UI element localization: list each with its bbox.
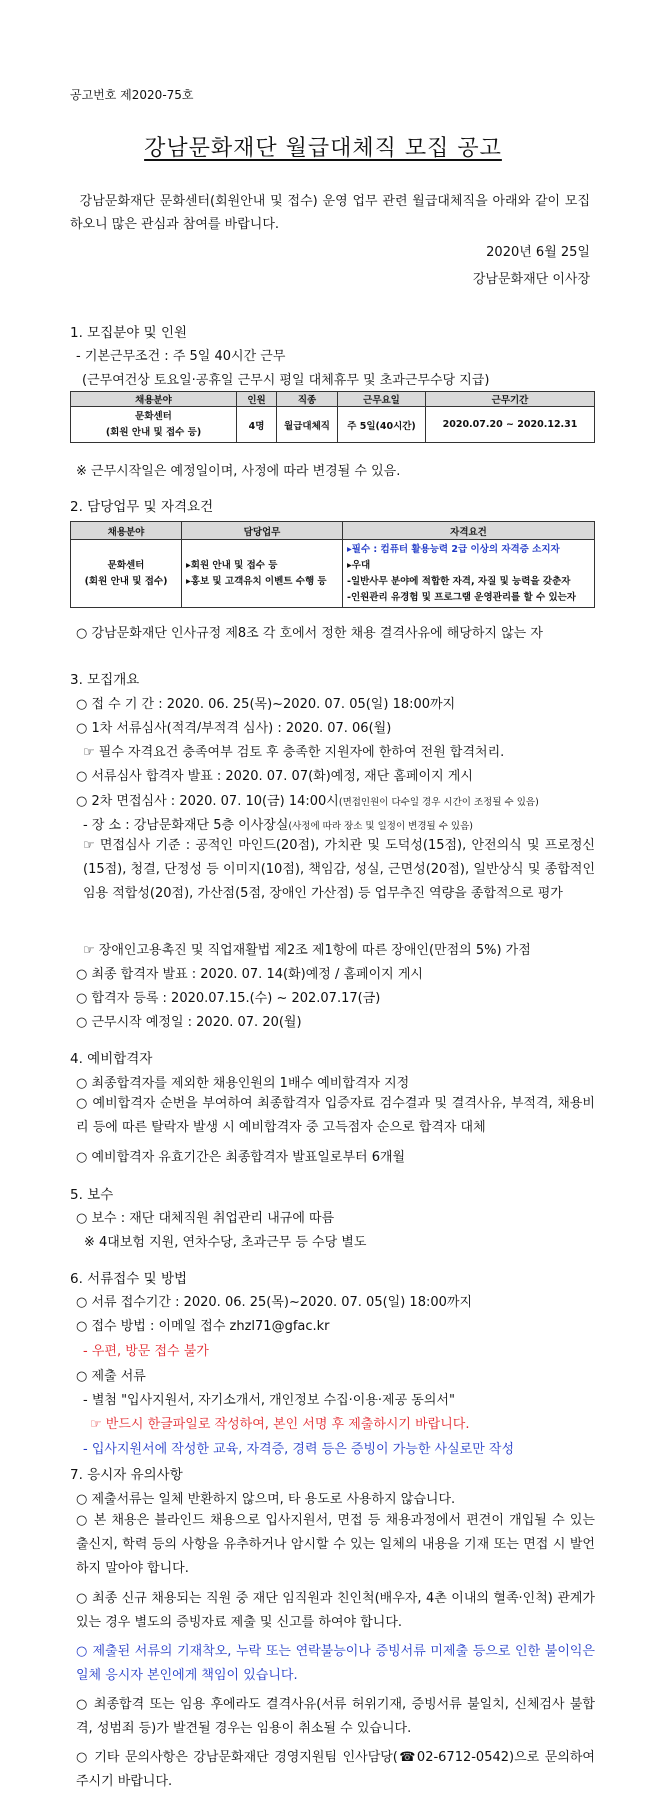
s7-line: ○ 본 채용은 블라인드 채용으로 입사지원서, 면접 등 채용과정에서 편견이 개입될 수 있는 출신지, 학력 등의 사항을 유추하거나 암시할 수 있는 일체의 내용을 기재 또는 면접 시 발언하지 말아야 합니다. <box>76 1513 595 1576</box>
s3-line: - 장 소 : 강남문화재단 5층 이사장실(사정에 따라 장소 및 일정이 변경될 수 있음) <box>83 818 473 833</box>
s3-line: ○ 서류심사 합격자 발표 : 2020. 07. 07(화)예정, 재단 홈페이지 게시 <box>76 769 473 784</box>
s5-line: ○ 보수 : 재단 대체직원 취업관리 내규에 따름 <box>76 1211 335 1226</box>
recruitment-table <box>70 391 595 443</box>
s7-line: ○ 제출된 서류의 기재착오, 누락 또는 연락불능이나 증빙서류 미제출 등으로 인한 불이익은 일체 응시자 본인에게 책임이 있습니다. <box>76 1644 595 1683</box>
section-1-heading: 1. 모집분야 및 인원 <box>70 325 188 341</box>
s6-line: - 우편, 방문 접수 불가 <box>83 1344 209 1359</box>
col-header: 근무기간 <box>426 392 595 407</box>
s7-line: ○ 최종합격 또는 임용 후에라도 결격사유(서류 허위기재, 증빙서류 불일치, 신체검사 불합격, 성범죄 등)가 발견될 경우는 임용이 취소될 수 있습니다. <box>76 1697 595 1736</box>
intro-paragraph: 강남문화재단 문화센터(회원안내 및 접수) 운영 업무 관련 월급대체직을 아래와 같이 모집하오니 많은 관심과 참여를 바랍니다. <box>70 194 591 232</box>
s1-line-1: - 기본근무조건 : 주 5일 40시간 근무 <box>76 349 286 364</box>
notice-number: 공고번호 제2020-75호 <box>70 88 194 102</box>
table-cell: 주 5일(40시간) <box>338 407 426 443</box>
s6-line: - 입사지원서에 작성한 교육, 자격증, 경력 등은 증빙이 가능한 사실로만 작성 <box>83 1442 515 1457</box>
s3-line: ☞ 필수 자격요건 충족여부 검토 후 충족한 지원자에 한하여 전원 합격처리. <box>83 745 505 760</box>
s1-note: ※ 근무시작일은 예정일이며, 사정에 따라 변경될 수 있음. <box>76 464 401 479</box>
s3-line: ☞ 장애인고용촉진 및 직업재활법 제2조 제1항에 따른 장애인(만점의 5%) 가점 <box>83 943 531 958</box>
s7-line: ○ 기타 문의사항은 강남문화재단 경영지원팀 인사담당(☎02-6712-0542)으로 문의하여 주시기 바랍니다. <box>76 1750 595 1789</box>
s4-line: ○ 예비합격자 순번을 부여하여 최종합격자 입증자료 검수결과 및 결격사유, 부적격, 채용비리 등에 따른 탈락자 발생 시 예비합격자 중 고득점자 순으로 합격자 대체 <box>76 1096 595 1135</box>
s6-line: ○ 제출 서류 <box>76 1369 146 1384</box>
s6-line: ☞ 반드시 한글파일로 작성하여, 본인 서명 후 제출하시기 바랍니다. <box>90 1417 470 1432</box>
section-4-heading: 4. 예비합격자 <box>70 1051 153 1067</box>
s6-line: - 별첨 "입사지원서, 자기소개서, 개인정보 수집·이용·제공 동의서" <box>83 1393 455 1408</box>
s3-interview-criteria: ☞ 면접심사 기준 : 공적인 마인드(20점), 가치관 및 도덕성(15점), 안전의식 및 프로정신(15점), 청결, 단정성 등 이미지(10점), 책임감, 성실, 근면성(20점), 일반상식 및 종합적인 임용 적합성(20점), 가산점(5점, 장애인 가산점) 등 업무추진 역량을 종합적으로 평가 <box>83 838 595 901</box>
table-cell: 4명 <box>237 407 277 443</box>
col-header: 채용분야 <box>71 392 237 407</box>
table-cell: 월급대체직 <box>277 407 338 443</box>
section-6-heading: 6. 서류접수 및 방법 <box>70 1271 188 1287</box>
s3-line: ○ 2차 면접심사 : 2020. 07. 10(금) 14:00시(면접인원이 다수일 경우 시간이 조정될 수 있음) <box>76 794 539 809</box>
s3-line: ○ 접 수 기 간 : 2020. 06. 25(목)~2020. 07. 05(일) 18:00까지 <box>76 697 456 712</box>
section-2-heading: 2. 담당업무 및 자격요건 <box>70 499 214 515</box>
table-cell: 문화센터 (회원 안내 및 접수) <box>71 540 182 608</box>
col-header: 담당업무 <box>182 522 343 540</box>
section-3-heading: 3. 모집개요 <box>70 672 140 688</box>
page-title: 강남문화재단 월급대체직 모집 공고 <box>144 136 502 161</box>
s1-line-2: (근무여건상 토요일·공휴일 근무시 평일 대체휴무 및 초과근무수당 지급) <box>82 373 490 388</box>
section-5-heading: 5. 보수 <box>70 1187 114 1203</box>
s3-line: ○ 최종 합격자 발표 : 2020. 07. 14(화)예정 / 홈페이지 게시 <box>76 967 423 982</box>
s2-note: ○ 강남문화재단 인사규정 제8조 각 호에서 정한 채용 결격사유에 해당하지 않는 자 <box>76 626 543 641</box>
notice-date: 2020년 6월 25일 <box>486 245 590 260</box>
s6-line: ○ 접수 방법 : 이메일 접수 zhzl71@gfac.kr <box>76 1319 330 1334</box>
s3-line: ○ 1차 서류심사(적격/부적격 심사) : 2020. 07. 06(월) <box>76 721 392 736</box>
s5-line: ※ 4대보험 지원, 연차수당, 초과근무 등 수당 별도 <box>84 1235 367 1250</box>
table-cell: ▸필수 : 컴퓨터 활용능력 2급 이상의 자격증 소지자 ▸우대 -일반사무 분야에 적합한 자격, 자질 및 능력을 갖춘자 -인원관리 유경험 및 프로그램 운영관리를 할 수 있는자 <box>343 540 595 608</box>
table-cell: 2020.07.20 ~ 2020.12.31 <box>426 407 595 443</box>
col-header: 근무요일 <box>338 392 426 407</box>
table-cell: 문화센터 (회원 안내 및 접수 등) <box>71 407 237 443</box>
s6-line: ○ 서류 접수기간 : 2020. 06. 25(목)~2020. 07. 05(일) 18:00까지 <box>76 1295 473 1310</box>
s7-line: ○ 제출서류는 일체 반환하지 않으며, 타 용도로 사용하지 않습니다. <box>76 1492 456 1507</box>
s4-line: ○ 최종합격자를 제외한 채용인원의 1배수 예비합격자 지정 <box>76 1076 410 1091</box>
col-header: 인원 <box>237 392 277 407</box>
col-header: 직종 <box>277 392 338 407</box>
s3-line: ○ 합격자 등록 : 2020.07.15.(수) ~ 202.07.17(금) <box>76 991 381 1006</box>
s7-line: ○ 최종 신규 채용되는 직원 중 재단 임직원과 친인척(배우자, 4촌 이내의 혈족·인척) 관계가 있는 경우 별도의 증빙자료 제출 및 신고를 하여야 합니다. <box>76 1591 595 1630</box>
signer: 강남문화재단 이사장 <box>472 272 590 287</box>
s4-line: ○ 예비합격자 유효기간은 최종합격자 발표일로부터 6개월 <box>76 1150 406 1165</box>
col-header: 자격요건 <box>343 522 595 540</box>
col-header: 채용분야 <box>71 522 182 540</box>
duty-table <box>70 521 595 608</box>
table-cell: ▸회원 안내 및 접수 등 ▸홍보 및 고객유치 이벤트 수행 등 <box>182 540 343 608</box>
section-7-heading: 7. 응시자 유의사항 <box>70 1467 183 1483</box>
s3-line: ○ 근무시작 예정일 : 2020. 07. 20(월) <box>76 1015 302 1030</box>
